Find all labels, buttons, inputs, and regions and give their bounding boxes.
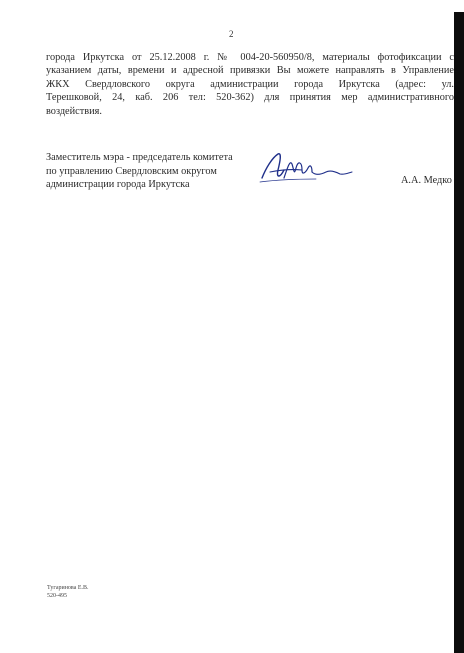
executor-name: Тугаринова Е.В. — [47, 585, 89, 591]
paragraph-line: ЖКХ Свердловского округа администрации города Иркутска (адрес: ул. — [46, 78, 454, 90]
signatory-title-line: администрации города Иркутска — [46, 179, 190, 191]
footer-executor — [47, 584, 89, 600]
signatory-title-line: по управлению Свердловским округом — [46, 165, 217, 177]
scan-edge-border — [454, 12, 464, 653]
signer-name: А.А. Медко — [401, 175, 452, 186]
page-number: 2 — [229, 29, 234, 39]
handwritten-signature — [256, 148, 356, 188]
executor-phone: 520-495 — [47, 593, 67, 599]
paragraph-line: указанием даты, времени и адресной привязки Вы можете направлять в Управление — [46, 65, 454, 77]
paragraph-line: Терешковой, 24, каб. 206 тел: 520-362) для принятия мер административного — [46, 92, 454, 104]
paragraph-line: воздействия. — [46, 105, 102, 117]
signatory-title-line: Заместитель мэра - председатель комитета — [46, 152, 233, 163]
signatory-title — [46, 151, 233, 192]
paragraph-line: города Иркутска от 25.12.2008 г. № 004-20-560950/8, материалы фотофиксации с — [46, 52, 454, 63]
body-paragraph — [46, 51, 454, 118]
